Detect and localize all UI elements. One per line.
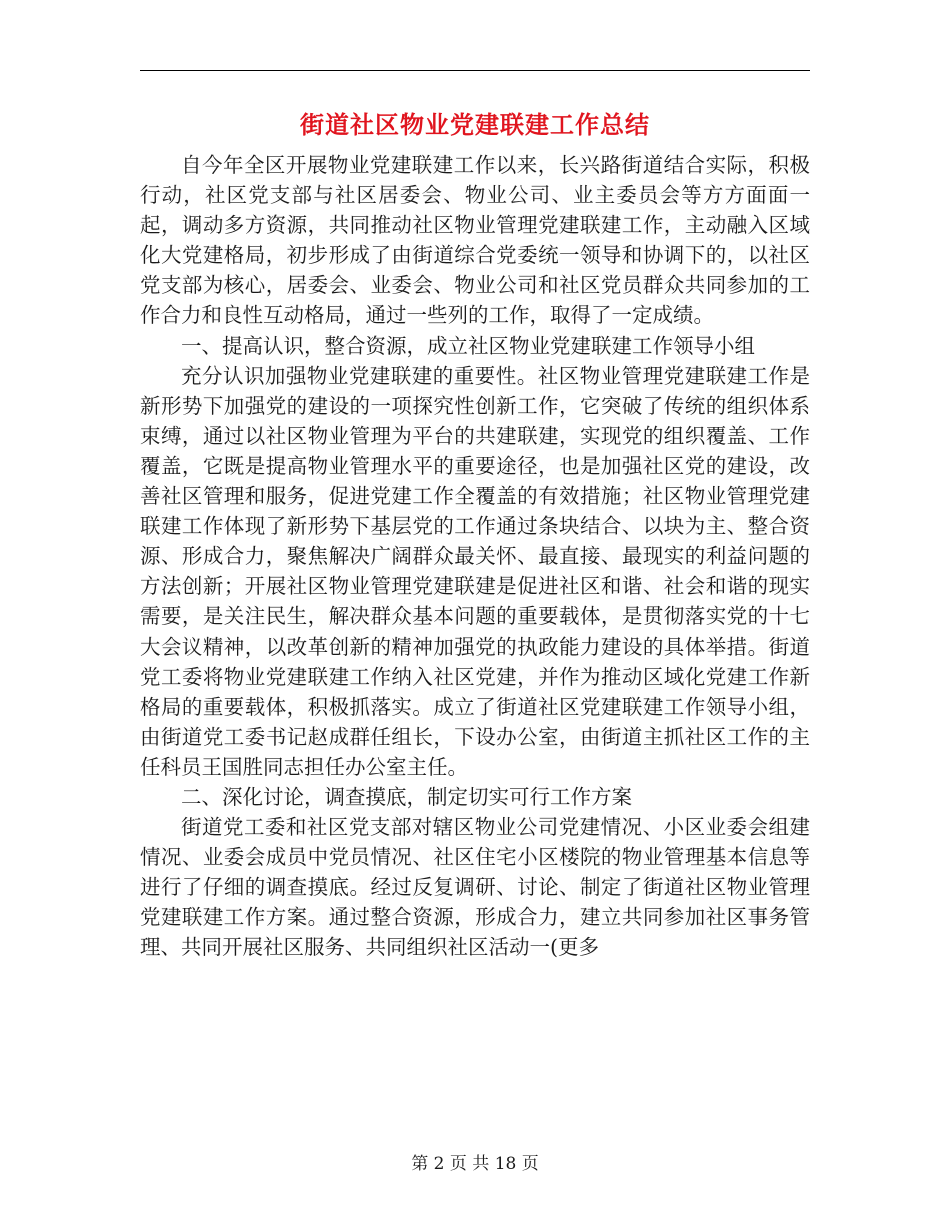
- paragraph-intro: 自今年全区开展物业党建联建工作以来，长兴路街道结合实际，积极行动，社区党支部与社区居委会、物业公司、业主委员会等方方面面一起，调动多方资源，共同推动社区物业管理党建联建工作，主动融入区域化大党建格局，初步形成了由街道综合党委统一领导和协调下的，以社区党支部为核心，居委会、业委会、物业公司和社区党员群众共同参加的工作合力和良性互动格局，通过一些列的工作，取得了一定成绩。: [140, 153, 810, 328]
- section-heading-2: 二、深化讨论，调查摸底，制定切实可行工作方案: [181, 784, 632, 809]
- page-footer: 第 2 页 共 18 页: [411, 1154, 539, 1174]
- document-title: 街道社区物业党建联建工作总结: [300, 110, 650, 139]
- header-rule: [140, 70, 810, 71]
- section-heading-1: 一、提高认识，整合资源，成立社区物业党建联建工作领导小组: [181, 333, 755, 358]
- paragraph-section-2: 街道党工委和社区党支部对辖区物业公司党建情况、小区业委会组建情况、业委会成员中党员情况、社区住宅小区楼院的物业管理基本信息等进行了仔细的调查摸底。经过反复调研、讨论、制定了街道社区物业管理党建联建工作方案。通过整合资源，形成合力，建立共同参加社区事务管理、共同开展社区服务、共同组织社区活动一(更多: [140, 815, 810, 960]
- paragraph-section-1: 充分认识加强物业党建联建的重要性。社区物业管理党建联建工作是新形势下加强党的建设的一项探究性创新工作，它突破了传统的组织体系束缚，通过以社区物业管理为平台的共建联建，实现党的组织覆盖、工作覆盖，它既是提高物业管理水平的重要途径，也是加强社区党的建设，改善社区管理和服务，促进党建工作全覆盖的有效措施；社区物业管理党建联建工作体现了新形势下基层党的工作通过条块结合、以块为主、整合资源、形成合力，聚焦解决广阔群众最关怀、最直接、最现实的利益问题的方法创新；开展社区物业管理党建联建是促进社区和谐、社会和谐的现实需要，是关注民生，解决群众基本问题的重要载体，是贯彻落实党的十七大会议精神，以改革创新的精神加强党的执政能力建设的具体举措。街道党工委将物业党建联建工作纳入社区党建，并作为推动区域化党建工作新格局的重要载体，积极抓落实。成立了街道社区党建联建工作领导小组，由街道党工委书记赵成群任组长，下设办公室，由街道主抓社区工作的主任科员王国胜同志担任办公室主任。: [140, 363, 810, 779]
- document-body: [140, 150, 810, 963]
